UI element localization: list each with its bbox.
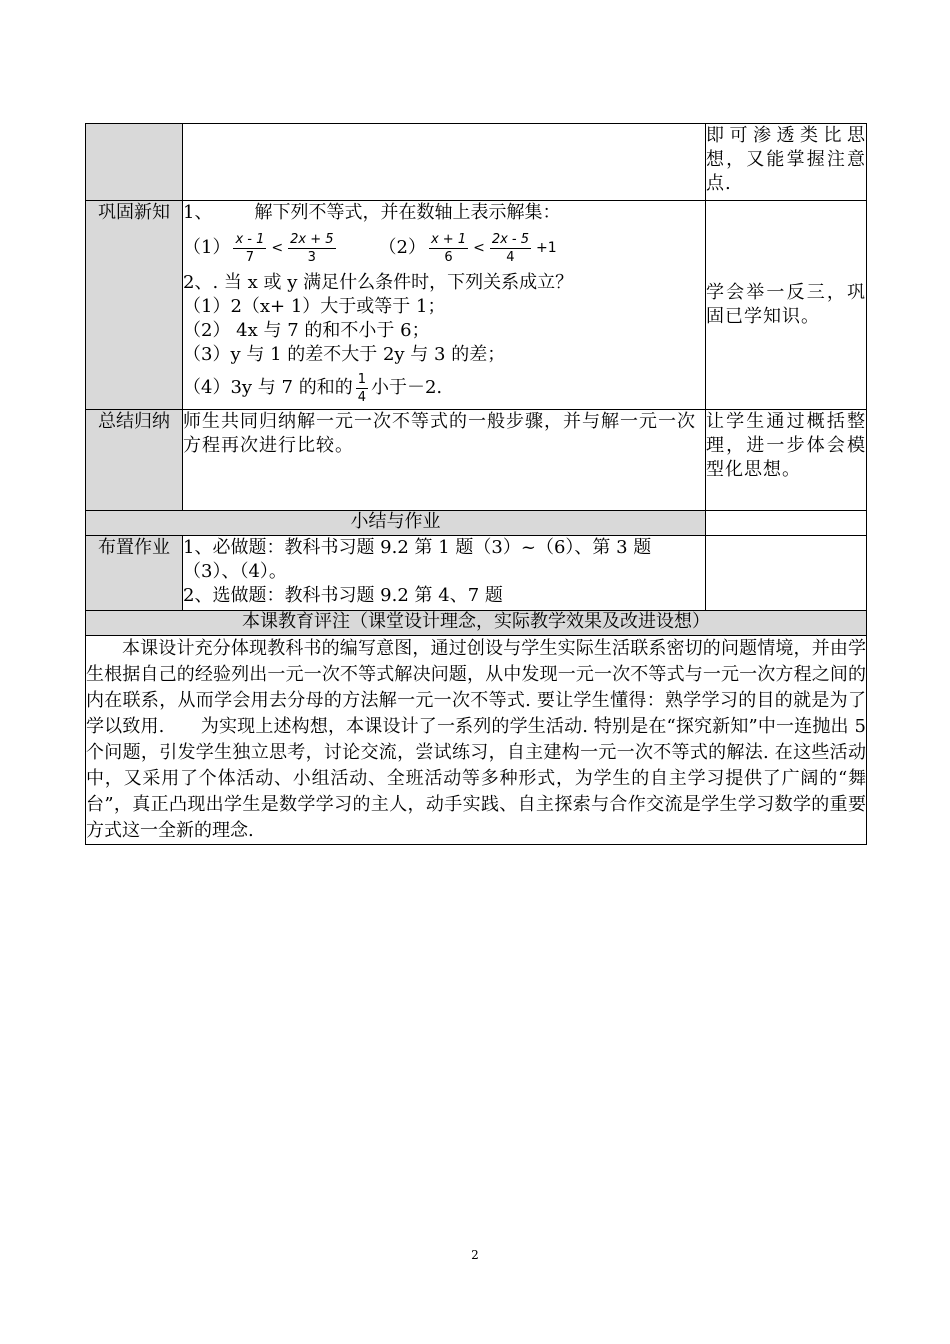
homework-band-title: 小结与作业 — [86, 511, 706, 536]
evaluation-band-title: 本课教育评注（课堂设计理念，实际教学效果及改进设想） — [86, 611, 867, 636]
exercise-2-item: （2） 4x 与 7 的和不小于 6； — [183, 320, 430, 341]
homework-label: 布置作业 — [86, 536, 183, 611]
continued-note: 即可渗透类比思想，又能掌握注意点. — [706, 124, 867, 201]
consolidate-row — [86, 201, 867, 410]
homework-row — [86, 536, 867, 611]
lesson-plan-table — [85, 123, 867, 845]
homework-content — [183, 536, 706, 611]
homework-required: 1、必做题：教科书习题 9.2 第 1 题（3）~（6）、第 3 题（3）、（4）。 — [183, 537, 652, 582]
homework-optional: 2、选做题：教科书习题 9.2 第 4、7 题 — [183, 585, 503, 606]
summary-content: 师生共同归纳解一元一次不等式的一般步骤，并与解一元一次方程再次进行比较。 — [183, 410, 706, 511]
homework-note — [706, 536, 867, 611]
exercise-2-heading: 2、. 当 x 或 y 满足什么条件时，下列关系成立？ — [183, 272, 574, 293]
summary-note: 让学生通过概括整理，进一步体会模型化思想。 — [706, 410, 867, 511]
ineq2-right-fraction: $\frac{2x - 5}{4}$ — [491, 231, 530, 265]
homework-band-empty — [706, 511, 867, 536]
ineq1-left-fraction: $\frac{x - 1}{7}$ — [235, 231, 265, 265]
consolidate-label: 巩固新知 — [86, 201, 183, 410]
consolidate-content — [183, 201, 706, 410]
exercise-1-heading: 1、 解下列不等式，并在数轴上表示解集： — [183, 202, 561, 223]
summary-label: 总结归纳 — [86, 410, 183, 511]
exercise-2-item: （1）2（x+ 1）大于或等于 1； — [183, 296, 446, 317]
homework-band-row — [86, 511, 867, 536]
exercise-2-item-4: （4）3y 与 7 的和的 $\frac{1}{4}$ 小于－2. — [183, 371, 443, 405]
continued-row — [86, 124, 867, 201]
exercise-2-item: （3）y 与 1 的差不大于 2y 与 3 的差； — [183, 344, 506, 365]
consolidate-note: 学会举一反三，巩固已学知识。 — [706, 201, 867, 410]
evaluation-band-row — [86, 611, 867, 636]
summary-row — [86, 410, 867, 511]
continued-label-cell — [86, 124, 183, 201]
ineq1-right-fraction: $\frac{2x + 5}{3}$ — [290, 231, 334, 265]
inequalities-line: （1） $\frac{x - 1}{7}$ < $\frac{2x + 5}{3}$ （2） $\frac{x + 1}{6}$ < $\frac{2x - 5}{4}$ +1 — [183, 231, 557, 265]
page-number: 2 — [471, 1248, 479, 1262]
continued-content-cell — [183, 124, 706, 201]
quarter-fraction: $\frac{1}{4}$ — [357, 371, 366, 405]
evaluation-row — [86, 636, 867, 845]
ineq2-left-fraction: $\frac{x + 1}{6}$ — [430, 231, 467, 265]
evaluation-text: 本课设计充分体现教科书的编写意图，通过创设与学生实际生活联系密切的问题情境，并由学生根据自己的经验列出一元一次不等式解决问题，从中发现一元一次不等式与一元一次方程之间的内在联系，从而学会用去分母的方法解一元一次不等式. 要让学生懂得：熟学学习的目的就是为了学以致用. 为实现上述构想，本课设计了一系列的学生活动. 特别是在“探究新知”中一连抛出 5 个问题，引发学生独立思考，讨论交流，尝试练习，自主建构一元一次不等式的解法. 在这些活动中，又采用了个体活动、小组活动、全班活动等多种形式，为学生的自主学习提供了广阔的“舞台”，真正凸现出学生是数学学习的主人，动手实践、自主探索与合作交流是学生学习数学的重要方式这一全新的理念. — [86, 636, 867, 845]
